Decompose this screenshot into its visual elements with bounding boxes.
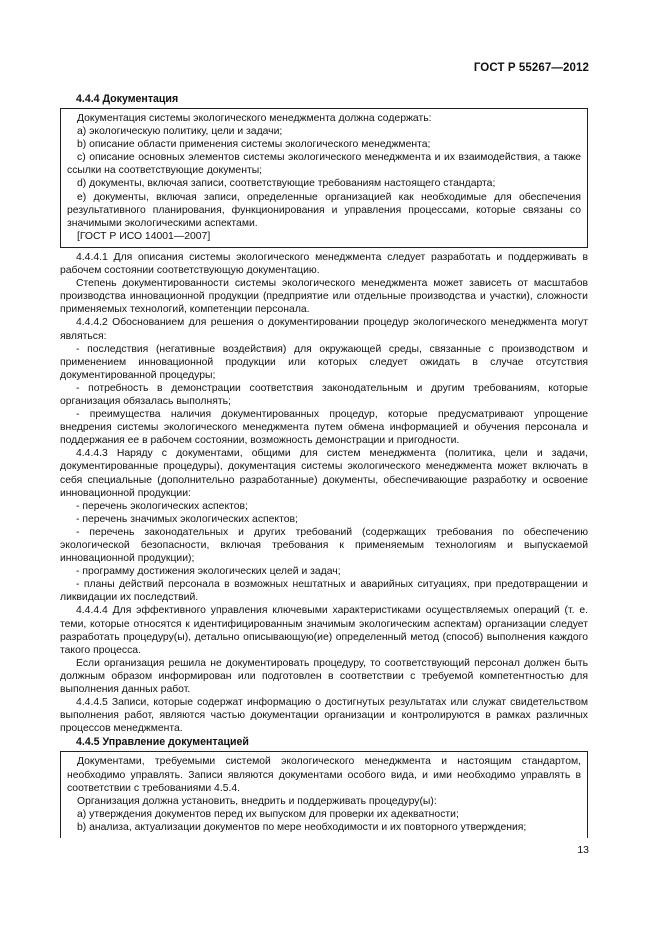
section-heading-documentation: 4.4.4 Документация	[76, 93, 179, 105]
quote-paragraph: Организация должна установить, внедрить и поддерживать процедуру(ы):	[77, 795, 437, 807]
body-paragraph: - программу достижения экологических целей и задач;	[76, 566, 341, 578]
page-content	[60, 92, 588, 838]
section-body-documentation	[60, 251, 588, 735]
quote-paragraph: а) утверждения документов перед их выпуском для проверки их адекватности;	[77, 808, 459, 820]
standard-quote-box-document-control	[60, 751, 588, 838]
body-paragraph: 4.4.4.2 Обоснованием для решения о документировании процедур экологического менеджмента могут являться:	[60, 317, 588, 342]
body-paragraph: - перечень законодательных и других требований (содержащих требования по обеспечению экологической безопасности, включая требования к применяемым технологиям и выпускаемой инновационной продукции);	[60, 526, 588, 565]
quote-paragraph: с) описание основных элементов системы экологического менеджмента и их взаимодействия, а также ссылки на соответствующие документы;	[67, 152, 581, 177]
body-paragraph: - последствия (негативные воздействия) для окружающей среды, связанные с производством и применением инновационной продукции или которых следует ожидать в случае отсутствия документированной процедуры;	[60, 343, 588, 381]
document-standard-id: ГОСТ Р 55267—2012	[473, 62, 589, 74]
body-paragraph: 4.4.4.3 Наряду с документами, общими для систем менеджмента (политика, цели и задачи, документированные процедуры), документация системы экологического менеджмента может включать в себя специальные (дополнительно разработанные) документы, обеспечивающие разработку и освоение инновационной продукции:	[60, 448, 588, 499]
quote-paragraph: Документами, требуемыми системой экологического менеджмента и настоящим стандартом, необходимо управлять. Записи являются документами особого вида, и ими необходимо управлять в соответствии с требованиями 4.5.4.	[67, 756, 581, 794]
quote-reference: [ГОСТ Р ИСО 14001—2007]	[77, 230, 211, 242]
quote-paragraph: b) описание области применения системы экологического менеджмента;	[77, 139, 431, 151]
body-paragraph: Если организация решила не документировать процедуру, то соответствующий персонал должен быть должным образом информирован или подготовлен в соответствии с требуемой компетентностью для выполнения данных работ.	[60, 657, 588, 696]
standard-quote-box-documentation	[60, 108, 588, 248]
body-paragraph: 4.4.4.5 Записи, которые содержат информацию о достигнутых результатах или служат свидетельством выполнения работ, являются частью документации организации и контролируются в рамках различных процессов менеджмента.	[60, 697, 588, 735]
quote-paragraph: е) документы, включая записи, определенные организацией как необходимые для обеспечения результативного планирования, функционирования и управления процессами, которые связаны со значимыми экологическими аспектами.	[67, 191, 581, 229]
section-heading-document-control: 4.4.5 Управление документацией	[76, 736, 249, 749]
quote-paragraph: а) экологическую политику, цели и задачи;	[77, 126, 283, 138]
page-number: 13	[577, 844, 589, 856]
body-paragraph: - перечень экологических аспектов;	[76, 500, 248, 512]
body-paragraph: Степень документированности системы экологического менеджмента может зависеть от масштабов производства инновационной продукции (предприятие или отдельные производства и участки), сложности применяемых технологий, компетенции персонала.	[60, 278, 588, 316]
quote-paragraph: Документация системы экологического менеджмента должна содержать:	[77, 113, 432, 124]
quote-paragraph: b) анализа, актуализации документов по мере необходимости и их повторного утверждения;	[77, 821, 527, 833]
quote-paragraph: d) документы, включая записи, соответствующие требованиям настоящего стандарта;	[77, 178, 496, 190]
body-paragraph: - перечень значимых экологических аспектов;	[76, 513, 298, 525]
body-paragraph: 4.4.4.1 Для описания системы экологического менеджмента следует разработать и поддерживать в рабочем состоянии соответствующую документацию.	[60, 251, 588, 277]
body-paragraph: - планы действий персонала в возможных нештатных и аварийных ситуациях, при предотвращении и ликвидации их последствий.	[60, 579, 588, 604]
body-paragraph: 4.4.4.4 Для эффективного управления ключевыми характеристиками осуществляемых операций (т. е. теми, которые относятся к идентифицированным значимым экологическим аспектам) организации следует разработать процедуру(ы), детально описывающую(ие) определенный метод (способ) выполнения каждого такого процесса.	[60, 605, 588, 656]
body-paragraph: - преимущества наличия документированных процедур, которые предусматривают упрощение внедрения системы экологического менеджмента путем обмена информацией и обучения персонала и поддержания ее в рабочем состоянии, возможность демонстрации и пригодности.	[60, 409, 588, 447]
body-paragraph: - потребность в демонстрации соответствия законодательным и другим требованиям, которые организация обязалась выполнять;	[60, 382, 588, 407]
